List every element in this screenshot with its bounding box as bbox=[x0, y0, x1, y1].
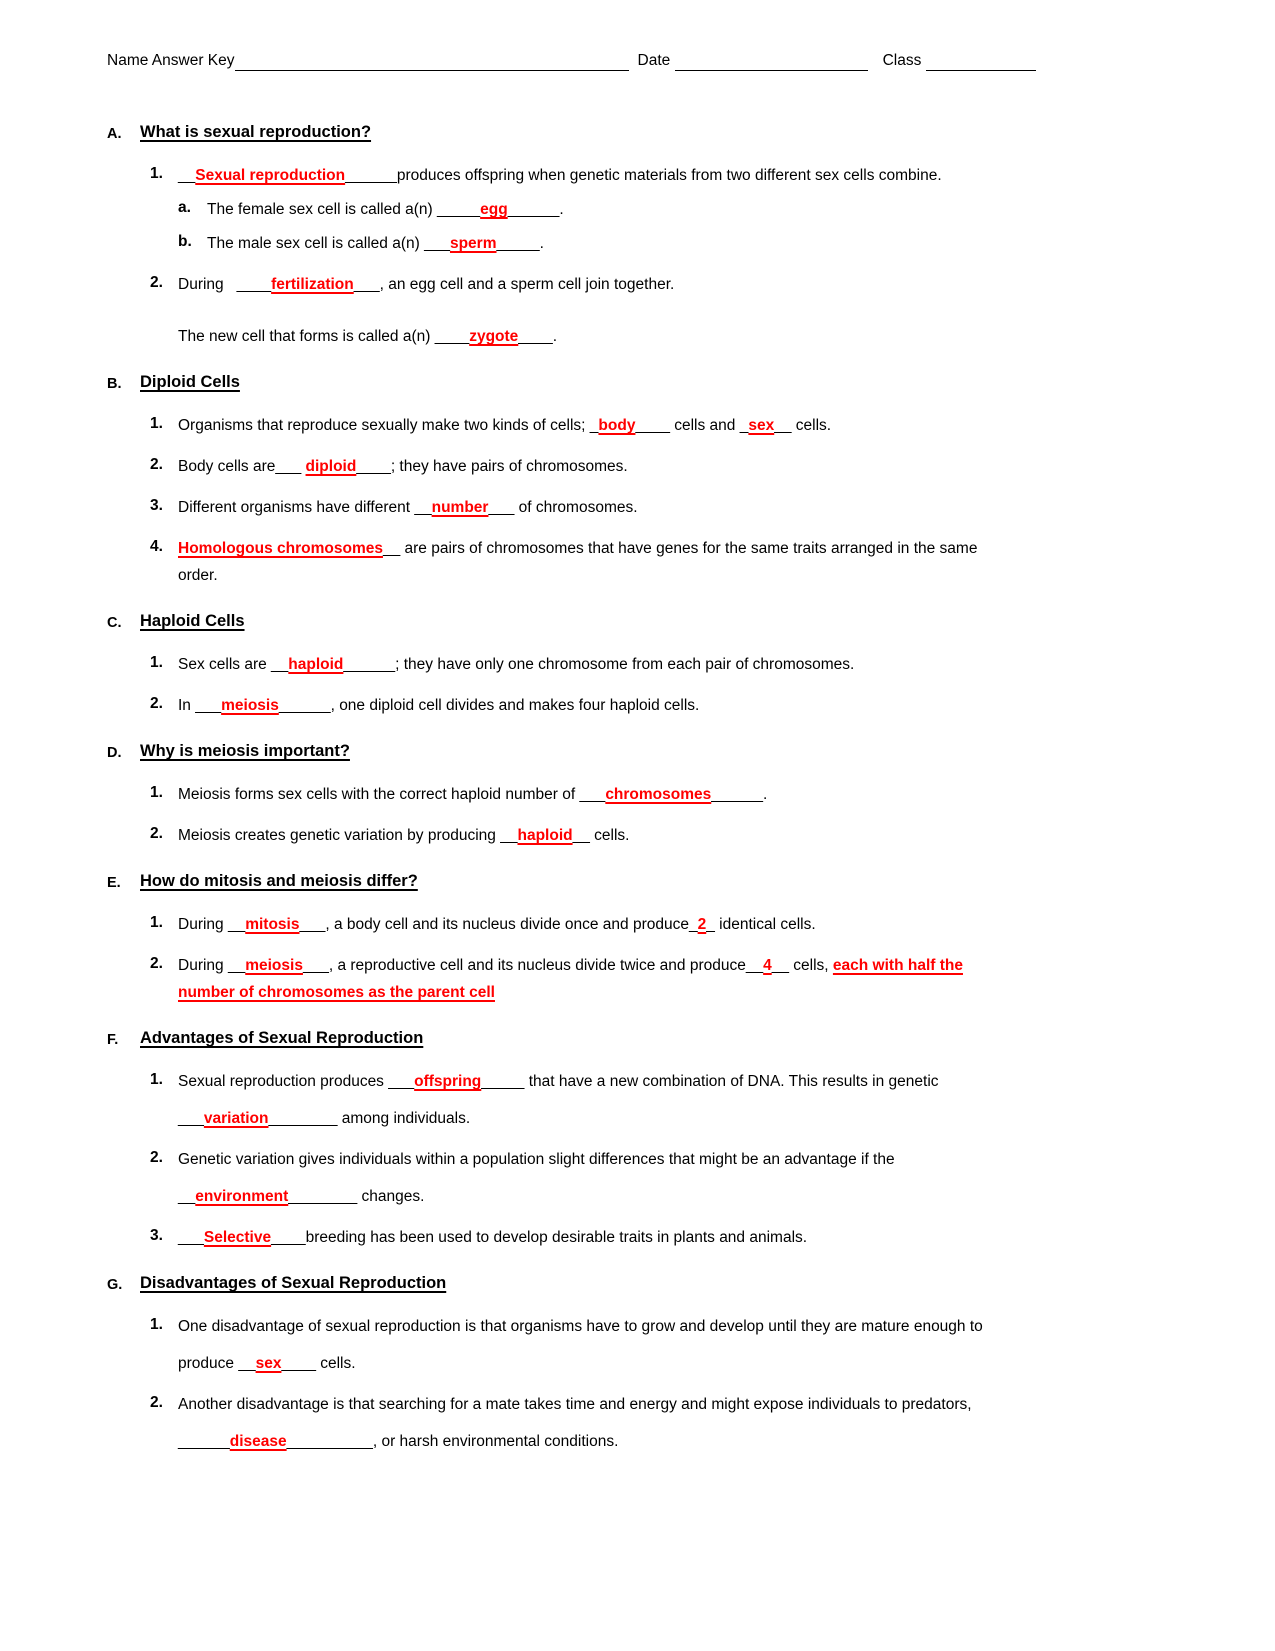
section-title: Diploid Cells bbox=[140, 373, 240, 391]
blank-line: __ bbox=[238, 1355, 256, 1372]
text-segment: In bbox=[178, 697, 196, 714]
section-heading bbox=[107, 1027, 1175, 1051]
item-content bbox=[178, 165, 1175, 254]
section-title: Haploid Cells bbox=[140, 612, 245, 630]
section-g bbox=[107, 1272, 1175, 1452]
item-line bbox=[178, 784, 1175, 805]
section-items bbox=[107, 914, 1175, 1003]
item-line bbox=[178, 497, 1175, 518]
text-segment: cells, bbox=[788, 957, 833, 974]
text-segment: The male sex cell is called a(n) bbox=[207, 235, 425, 252]
item-line bbox=[178, 914, 1175, 935]
section-letter: E. bbox=[107, 875, 121, 891]
item-number: a. bbox=[178, 199, 191, 216]
section-letter: C. bbox=[107, 615, 122, 631]
blank-line: ___ bbox=[353, 276, 380, 293]
blank-line: __ bbox=[500, 827, 518, 844]
blank-line: __ bbox=[382, 540, 401, 557]
item-number: 1. bbox=[150, 1071, 163, 1088]
blank-line: ___ bbox=[302, 957, 329, 974]
item-number: 1. bbox=[150, 914, 163, 931]
answer-text: egg bbox=[480, 201, 508, 218]
blank-line: _ bbox=[706, 916, 715, 933]
text-segment: , a body cell and its nucleus divide once and produce bbox=[325, 916, 689, 933]
list-item bbox=[150, 415, 1175, 436]
blank-line: __ bbox=[178, 167, 196, 184]
list-item bbox=[150, 538, 1175, 586]
text-segment: . bbox=[552, 328, 558, 345]
text-segment: changes. bbox=[357, 1188, 425, 1205]
answer-text: disease bbox=[229, 1433, 287, 1450]
blank-line: _____ bbox=[481, 1073, 525, 1090]
item-number: b. bbox=[178, 233, 192, 250]
answer-text: number of chromosomes as the parent cell bbox=[178, 984, 495, 1001]
blank-line: ______ bbox=[345, 167, 397, 184]
text-segment: produces offspring when genetic materials from two different sex cells combine. bbox=[396, 167, 942, 184]
text-segment: . bbox=[763, 786, 768, 803]
item-content bbox=[178, 1316, 1175, 1374]
blank-line: ____ bbox=[635, 417, 670, 434]
text-segment: Meiosis forms sex cells with the correct haploid number of bbox=[178, 786, 580, 803]
answer-text: haploid bbox=[288, 656, 344, 673]
item-line bbox=[207, 199, 1175, 220]
text-segment: breeding has been used to develop desirable traits in plants and animals. bbox=[305, 1229, 808, 1246]
section-a bbox=[107, 121, 1175, 347]
date-line bbox=[675, 55, 868, 72]
blank-line: ___ bbox=[195, 697, 222, 714]
text-segment: One disadvantage of sexual reproduction is that organisms have to grow and develop until they are mature enough to bbox=[178, 1318, 983, 1335]
list-item bbox=[150, 456, 1175, 477]
text-segment: Sexual reproduction produces bbox=[178, 1073, 389, 1090]
answer-text: offspring bbox=[414, 1073, 482, 1090]
text-segment: Genetic variation gives individuals within a population slight differences that might be an advantage if the bbox=[178, 1151, 895, 1168]
section-items bbox=[107, 1316, 1175, 1452]
blank-line: ___ bbox=[178, 1229, 204, 1246]
blank-line: ____ bbox=[434, 328, 470, 345]
item-line bbox=[178, 538, 1175, 559]
item-number: 2. bbox=[150, 1149, 163, 1166]
answer-text: sex bbox=[748, 417, 775, 434]
text-segment: are pairs of chromosomes that have genes for the same traits arranged in the same bbox=[400, 540, 978, 557]
blank-line: _____ bbox=[496, 235, 540, 252]
text-segment: ; they have pairs of chromosomes. bbox=[390, 458, 628, 475]
item-number: 1. bbox=[150, 415, 163, 432]
list-item bbox=[150, 914, 1175, 935]
item-number: 2. bbox=[150, 695, 163, 712]
list-item bbox=[150, 784, 1175, 805]
item-content bbox=[178, 538, 1175, 586]
blank-line: ___ bbox=[579, 786, 606, 803]
answer-text: Selective bbox=[203, 1229, 272, 1246]
list-item bbox=[150, 654, 1175, 675]
item-line bbox=[178, 1227, 1175, 1248]
section-c bbox=[107, 610, 1175, 716]
item-line bbox=[178, 1071, 1175, 1092]
blank-line: ___ bbox=[488, 499, 515, 516]
text-segment: During bbox=[178, 957, 228, 974]
text-segment: , a reproductive cell and its nucleus divide twice and produce bbox=[328, 957, 746, 974]
list-item bbox=[150, 497, 1175, 518]
section-heading bbox=[107, 870, 1175, 894]
text-segment: Organisms that reproduce sexually make two kinds of cells; bbox=[178, 417, 590, 434]
text-segment: , or harsh environmental conditions. bbox=[372, 1433, 619, 1450]
blank-line: ___ bbox=[388, 1073, 415, 1090]
item-line bbox=[178, 1316, 1175, 1337]
item-content bbox=[178, 497, 1175, 518]
text-segment: The new cell that forms is called a(n) bbox=[178, 328, 435, 345]
text-segment: , one diploid cell divides and makes four haploid cells. bbox=[330, 697, 700, 714]
list-item bbox=[150, 274, 1175, 347]
item-number: 2. bbox=[150, 1394, 163, 1411]
text-segment: cells. bbox=[315, 1355, 356, 1372]
item-number: 2. bbox=[150, 456, 163, 473]
text-segment: Another disadvantage is that searching for a mate takes time and energy and might expose individuals to predators, bbox=[178, 1396, 972, 1413]
item-line bbox=[178, 456, 1175, 477]
section-items bbox=[107, 1071, 1175, 1248]
answer-text: chromosomes bbox=[605, 786, 712, 803]
item-line bbox=[178, 1431, 1175, 1452]
list-item bbox=[150, 955, 1175, 1003]
blank-line: ______ bbox=[711, 786, 763, 803]
document-body bbox=[107, 121, 1175, 1452]
text-segment: cells. bbox=[791, 417, 832, 434]
text-segment: . bbox=[539, 235, 544, 252]
answer-text: sperm bbox=[449, 235, 497, 252]
item-line bbox=[178, 274, 1175, 295]
item-content bbox=[178, 1149, 1175, 1207]
section-f bbox=[107, 1027, 1175, 1248]
item-number: 1. bbox=[150, 654, 163, 671]
section-title: Disadvantages of Sexual Reproduction bbox=[140, 1274, 447, 1292]
item-content bbox=[178, 415, 1175, 436]
section-letter: D. bbox=[107, 745, 122, 761]
blank-line: ___ bbox=[178, 1110, 204, 1127]
answer-text: each with half the bbox=[832, 957, 963, 974]
text-segment: Meiosis creates genetic variation by producing bbox=[178, 827, 501, 844]
answer-text: diploid bbox=[305, 458, 357, 475]
item-line bbox=[178, 1394, 1175, 1415]
blank-line: __ bbox=[271, 656, 289, 673]
item-content bbox=[178, 456, 1175, 477]
blank-line: __ bbox=[178, 1188, 196, 1205]
answer-text: mitosis bbox=[245, 916, 300, 933]
blank-line: _____ bbox=[437, 201, 481, 218]
blank-line: ______ bbox=[343, 656, 396, 673]
section-heading bbox=[107, 371, 1175, 395]
answer-text: Sexual reproduction bbox=[195, 167, 346, 184]
text-segment: During bbox=[178, 276, 237, 293]
item-line bbox=[178, 1186, 1175, 1207]
section-heading bbox=[107, 121, 1175, 145]
blank-line: ____ bbox=[236, 276, 272, 293]
section-letter: F. bbox=[107, 1032, 119, 1048]
text-segment: . bbox=[559, 201, 564, 218]
section-heading bbox=[107, 610, 1175, 634]
list-item bbox=[150, 825, 1175, 846]
class-label: Class bbox=[882, 52, 922, 69]
text-segment: The female sex cell is called a(n) bbox=[207, 201, 438, 218]
item-line bbox=[178, 1353, 1175, 1374]
blank-line: __ bbox=[414, 499, 432, 516]
item-line bbox=[178, 565, 1175, 586]
section-b bbox=[107, 371, 1175, 586]
section-heading bbox=[107, 1272, 1175, 1296]
name-label: Name Answer Key bbox=[107, 52, 235, 69]
item-line bbox=[178, 695, 1175, 716]
blank-line: ________ bbox=[268, 1110, 338, 1127]
item-content bbox=[178, 695, 1175, 716]
text-segment: cells and bbox=[669, 417, 740, 434]
item-content bbox=[178, 654, 1175, 675]
item-number: 2. bbox=[150, 825, 163, 842]
text-segment: ; they have only one chromosome from each pair of chromosomes. bbox=[395, 656, 855, 673]
blank-line: ______ bbox=[507, 201, 560, 218]
item-line bbox=[178, 825, 1175, 846]
section-title: What is sexual reproduction? bbox=[140, 123, 372, 141]
blank-line: ____ bbox=[271, 1229, 306, 1246]
section-letter: B. bbox=[107, 376, 122, 392]
section-items bbox=[107, 165, 1175, 347]
item-line bbox=[178, 1108, 1175, 1129]
item-number: 3. bbox=[150, 497, 163, 514]
blank-line: _ bbox=[589, 417, 599, 434]
list-item bbox=[150, 1394, 1175, 1452]
section-d bbox=[107, 740, 1175, 846]
text-segment: Sex cells are bbox=[178, 656, 272, 673]
blank-line: _ bbox=[739, 417, 749, 434]
text-segment: Different organisms have different bbox=[178, 499, 415, 516]
sub-list-item bbox=[178, 233, 1175, 254]
item-content bbox=[178, 914, 1175, 935]
item-content bbox=[178, 1227, 1175, 1248]
answer-text: 2 bbox=[697, 916, 707, 933]
text-segment: , an egg cell and a sperm cell join together. bbox=[379, 276, 675, 293]
section-letter: G. bbox=[107, 1277, 123, 1293]
item-number: 1. bbox=[150, 1316, 163, 1333]
section-e bbox=[107, 870, 1175, 1003]
blank-line: ______ bbox=[278, 697, 331, 714]
blank-line: __ bbox=[771, 957, 789, 974]
blank-line: ___ bbox=[299, 916, 326, 933]
item-content bbox=[207, 233, 1175, 254]
answer-text: meiosis bbox=[245, 957, 303, 974]
date-label: Date bbox=[637, 52, 671, 69]
blank-line: __ bbox=[572, 827, 590, 844]
item-content bbox=[178, 1071, 1175, 1129]
blank-line: __ bbox=[227, 916, 246, 933]
section-items bbox=[107, 654, 1175, 716]
name-line bbox=[235, 55, 629, 72]
item-content bbox=[178, 1394, 1175, 1452]
item-number: 1. bbox=[150, 784, 163, 801]
section-heading bbox=[107, 740, 1175, 764]
list-item bbox=[150, 1071, 1175, 1129]
blank-line: ___ bbox=[275, 458, 306, 475]
item-content bbox=[178, 825, 1175, 846]
blank-line: __ bbox=[227, 957, 246, 974]
section-items bbox=[107, 784, 1175, 846]
item-number: 3. bbox=[150, 1227, 163, 1244]
item-content bbox=[178, 274, 1175, 347]
answer-text: zygote bbox=[469, 328, 519, 345]
list-item bbox=[150, 1316, 1175, 1374]
blank-line: ________ bbox=[288, 1188, 358, 1205]
text-segment: Body cells are bbox=[178, 458, 276, 475]
section-items bbox=[107, 415, 1175, 586]
blank-line: __ bbox=[745, 957, 764, 974]
answer-text: body bbox=[598, 417, 636, 434]
answer-text: sex bbox=[255, 1355, 282, 1372]
text-segment: order. bbox=[178, 567, 218, 584]
blank-line: __ bbox=[774, 417, 792, 434]
section-title: Why is meiosis important? bbox=[140, 742, 350, 760]
answer-text: Homologous chromosomes bbox=[178, 540, 383, 557]
section-title: How do mitosis and meiosis differ? bbox=[140, 872, 418, 890]
answer-text: number bbox=[431, 499, 489, 516]
item-number: 2. bbox=[150, 274, 163, 291]
blank-line: _ bbox=[689, 916, 698, 933]
item-line bbox=[178, 654, 1175, 675]
blank-line: __________ bbox=[286, 1433, 373, 1450]
text-segment: of chromosomes. bbox=[514, 499, 638, 516]
answer-text: fertilization bbox=[271, 276, 354, 293]
item-line bbox=[178, 326, 1175, 347]
answer-text: variation bbox=[203, 1110, 269, 1127]
item-content bbox=[207, 199, 1175, 220]
item-content bbox=[178, 955, 1175, 1003]
blank-line: ______ bbox=[178, 1433, 230, 1450]
text-segment: identical cells. bbox=[714, 916, 816, 933]
section-title: Advantages of Sexual Reproduction bbox=[140, 1029, 424, 1047]
list-item bbox=[150, 1149, 1175, 1207]
item-line bbox=[178, 982, 1175, 1003]
item-number: 1. bbox=[150, 165, 163, 182]
blank-line: ___ bbox=[424, 235, 450, 252]
item-line bbox=[178, 165, 1175, 186]
sub-list-item bbox=[178, 199, 1175, 220]
item-line bbox=[178, 415, 1175, 436]
blank-line: ____ bbox=[281, 1355, 316, 1372]
item-line bbox=[207, 233, 1175, 254]
list-item bbox=[150, 695, 1175, 716]
class-line bbox=[926, 55, 1036, 72]
item-number: 2. bbox=[150, 955, 163, 972]
header-row bbox=[107, 50, 1175, 71]
list-item bbox=[150, 1227, 1175, 1248]
blank-line: ____ bbox=[518, 328, 553, 345]
answer-text: 4 bbox=[763, 957, 772, 974]
section-letter: A. bbox=[107, 126, 122, 142]
answer-text: meiosis bbox=[221, 697, 279, 714]
answer-text: haploid bbox=[517, 827, 573, 844]
item-number: 4. bbox=[150, 538, 163, 555]
answer-text: environment bbox=[195, 1188, 289, 1205]
item-line bbox=[178, 955, 1175, 976]
list-item bbox=[150, 165, 1175, 254]
text-segment: During bbox=[178, 916, 228, 933]
blank-line: ____ bbox=[356, 458, 391, 475]
text-segment: among individuals. bbox=[337, 1110, 471, 1127]
item-content bbox=[178, 784, 1175, 805]
text-segment: produce bbox=[178, 1355, 239, 1372]
item-line bbox=[178, 1149, 1175, 1170]
text-segment: that have a new combination of DNA. This results in genetic bbox=[524, 1073, 939, 1090]
text-segment: cells. bbox=[589, 827, 630, 844]
